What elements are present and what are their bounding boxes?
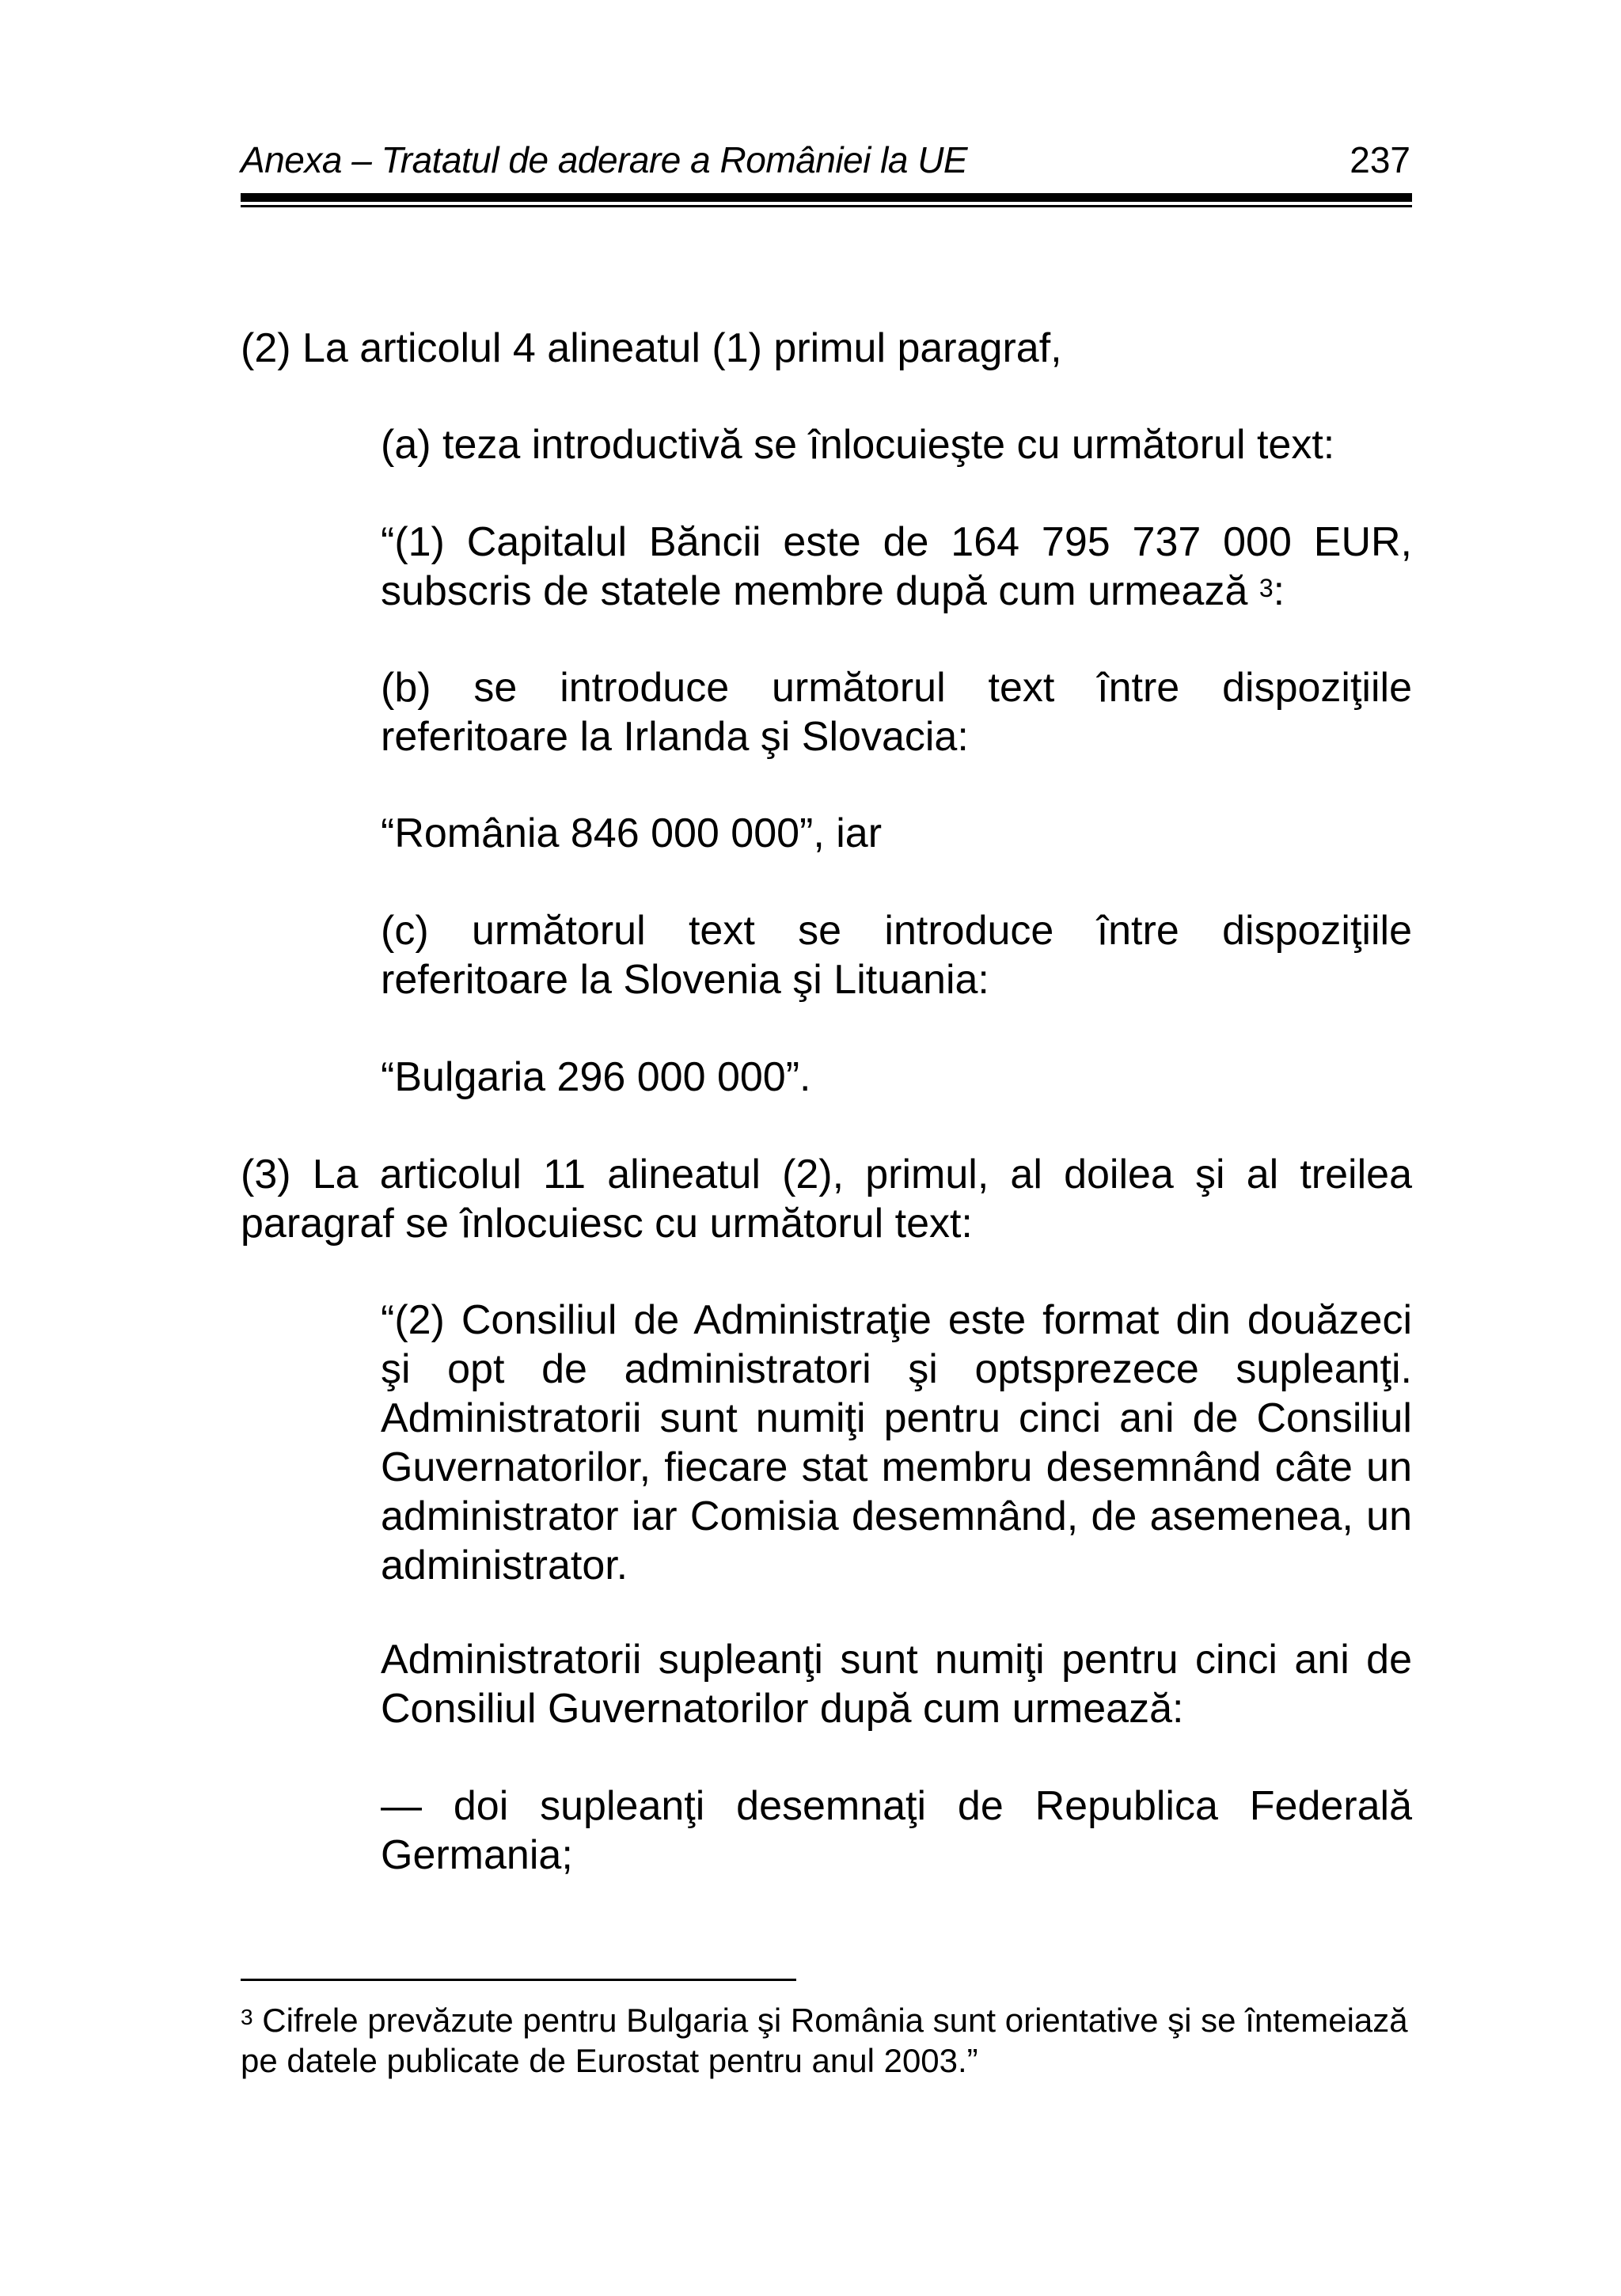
running-header xyxy=(241,133,1412,188)
dash-item-germany: — doi supleanţi desemnaţi de Republica Federală Germania; xyxy=(381,1783,1412,1878)
quote-capital-end: : xyxy=(1273,568,1285,614)
footnote-reference: 3 xyxy=(1258,574,1274,602)
footnote-text: Cifrele prevăzute pentru Bulgaria şi România sunt orientative şi se întemeiază pe datele publicate de Eurostat pentru anul 2003.” xyxy=(241,2002,1408,2079)
quote-capital-text: “(1) Capitalul Băncii este de 164 795 737 000 EUR, subscris de statele membre după cum urmează xyxy=(381,519,1412,614)
paragraph-3-intro: (3) La articolul 11 alineatul (2), primul, al doilea şi al treilea paragraf se înlocuiesc cu următorul text: xyxy=(241,1152,1412,1247)
item-a: (a) teza introductivă se înlocuieşte cu următorul text: xyxy=(381,422,1335,468)
romania-amount: “România 846 000 000”, iar xyxy=(381,810,883,856)
quote-capital xyxy=(381,518,1412,616)
paragraph-2-intro: (2) La articolul 4 alineatul (1) primul paragraf, xyxy=(241,325,1062,371)
quote-board: “(2) Consiliul de Administraţie este format din douăzeci şi opt de administratori şi optsprezece supleanţi. Administratorii sunt numiţi pentru cinci ani de Consiliul Guvernatorilor, fiecare stat membru desemnând câte un administrator iar Comisia desemnând, de asemenea, un administrator. xyxy=(381,1297,1412,1588)
footnote-number: 3 xyxy=(241,2005,253,2029)
running-title: Anexa – Tratatul de aderare a României la UE xyxy=(241,139,968,180)
header-rule-thin xyxy=(241,205,1412,207)
page-number: 237 xyxy=(1350,139,1410,180)
bulgaria-amount: “Bulgaria 296 000 000”. xyxy=(381,1054,811,1100)
footnote xyxy=(241,2000,1412,2081)
header-rule-thick xyxy=(241,193,1412,202)
item-c: (c) următorul text se introduce între dispoziţiile referitoare la Slovenia şi Lituania: xyxy=(381,908,1412,1003)
footnote-separator xyxy=(241,1979,796,1981)
alternates-intro: Administratorii supleanţi sunt numiţi pentru cinci ani de Consiliul Guvernatorilor după cum urmează: xyxy=(381,1637,1412,1732)
item-b: (b) se introduce următorul text între dispoziţiile referitoare la Irlanda şi Slovacia: xyxy=(381,665,1412,760)
